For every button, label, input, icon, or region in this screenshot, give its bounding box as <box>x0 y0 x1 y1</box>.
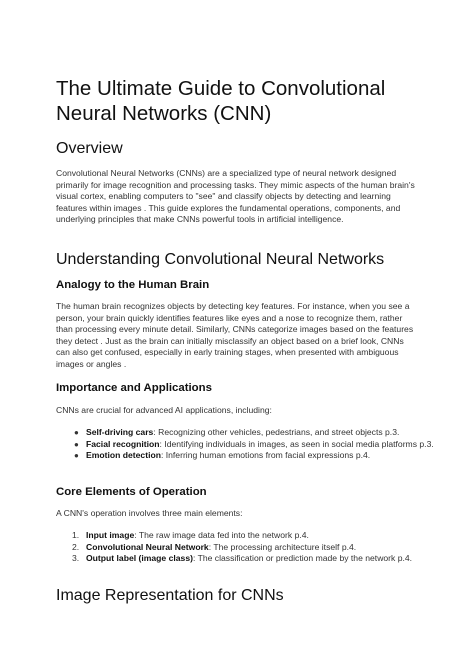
list-item-number: 3. <box>72 553 80 564</box>
list-item <box>56 553 436 565</box>
list-item-term: Facial recognition <box>86 438 160 449</box>
core-elements-heading: Core Elements of Operation <box>56 486 207 498</box>
overview-paragraph: Convolutional Neural Networks (CNNs) are a specialized type of neural network designed primarily for image recognition and processing tasks. They mimic aspects of the human brain's visual cortex, enabling computers to "see" and classify objects by detecting and learning features within images . This guide explores the fundamental operations, components, and underlying principles that make CNNs powerful tools in artificial intelligence. <box>56 168 415 225</box>
image-representation-heading: Image Representation for CNNs <box>56 587 284 604</box>
list-item-term: Emotion detection <box>86 450 161 461</box>
bullet-icon: ● <box>74 439 79 449</box>
list-item-text: : The raw image data fed into the network p.4. <box>134 530 309 540</box>
understanding-heading: Understanding Convolutional Neural Networks <box>56 251 385 268</box>
list-item-text: : The classification or prediction made by the network p.4. <box>192 553 413 564</box>
list-item <box>56 530 436 542</box>
list-item-number: 1. <box>72 530 80 540</box>
core-elements-intro: A CNN's operation involves three main elements: <box>56 508 243 518</box>
document-title: The Ultimate Guide to Convolutional Neural Networks (CNN) <box>56 77 386 125</box>
bullet-icon: ● <box>74 428 79 437</box>
applications-list <box>56 427 436 462</box>
list-item-text: : The processing architecture itself p.4. <box>208 541 357 552</box>
list-item <box>56 439 436 451</box>
list-item-text: : Identifying individuals in images, as seen in social media platforms p.3. <box>159 438 434 449</box>
bullet-icon: ● <box>74 451 79 461</box>
analogy-paragraph: The human brain recognizes objects by detecting key features. For instance, when you see a person, your brain quickly identifies features like eyes and a nose to recognize them, rather than processing every minute detail. Similarly, CNNs categorize images based on the features they detect . Just as the brain can initially misclassify an object based on a brief look, CNNs can also get confused, especially in early training stages, when presented with ambiguous images or angles . <box>56 301 414 369</box>
list-item <box>56 427 436 439</box>
analogy-heading: Analogy to the Human Brain <box>56 279 210 291</box>
list-item-number: 2. <box>72 541 80 552</box>
list-item <box>56 450 436 462</box>
list-item-term: Input image <box>86 530 135 540</box>
list-item-text: : Inferring human emotions from facial expressions p.4. <box>160 450 371 461</box>
list-item-term: Self-driving cars <box>86 427 154 437</box>
core-elements-list <box>56 530 436 565</box>
list-item-text: : Recognizing other vehicles, pedestrians, and street objects p.3. <box>153 427 400 437</box>
list-item-term: Output label (image class) <box>86 553 193 564</box>
importance-intro: CNNs are crucial for advanced AI applications, including: <box>56 405 272 415</box>
list-item <box>56 542 436 554</box>
importance-heading: Importance and Applications <box>56 382 212 394</box>
list-item-term: Convolutional Neural Network <box>86 541 209 552</box>
overview-heading: Overview <box>56 140 123 157</box>
